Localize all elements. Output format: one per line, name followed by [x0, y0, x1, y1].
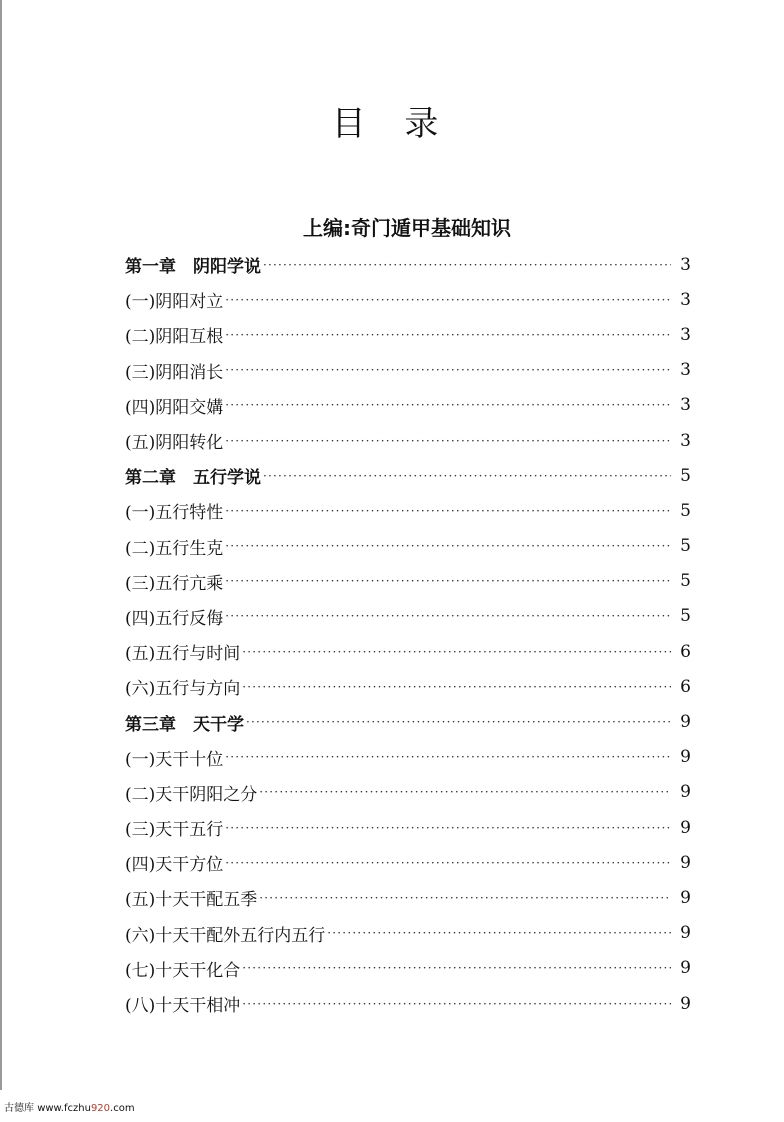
- toc-leader-dots: [259, 786, 671, 798]
- toc-entry-label: 第二章 五行学说: [125, 468, 261, 489]
- toc-section-entry[interactable]: [125, 880, 691, 915]
- toc-chapter-entry[interactable]: [125, 704, 691, 739]
- toc-section-entry[interactable]: [125, 423, 691, 458]
- toc-page-number: 9: [680, 782, 691, 803]
- toc-page-number: 3: [680, 430, 691, 451]
- toc-page-number: 3: [680, 324, 691, 345]
- toc-section-entry[interactable]: [125, 634, 691, 669]
- toc-chapter-entry[interactable]: [125, 247, 691, 282]
- toc-page-number: 5: [680, 536, 691, 557]
- toc-leader-dots: [327, 927, 671, 939]
- toc-section-entry[interactable]: [125, 282, 691, 317]
- toc-leader-dots: [225, 294, 671, 306]
- toc-section-entry[interactable]: [125, 951, 691, 986]
- toc-entry-label: (一)五行特性: [125, 503, 224, 524]
- toc-chapter-entry[interactable]: [125, 458, 691, 493]
- toc-section-entry[interactable]: [125, 529, 691, 564]
- toc-page-number: 5: [680, 571, 691, 592]
- toc-leader-dots: [263, 470, 671, 482]
- toc-entry-label: (六)五行与方向: [125, 679, 241, 700]
- toc-page-number: 9: [680, 923, 691, 944]
- toc-entry-label: (七)十天干化合: [125, 960, 241, 981]
- toc-section-entry[interactable]: [125, 740, 691, 775]
- toc-page-number: 3: [680, 360, 691, 381]
- toc-leader-dots: [225, 329, 671, 341]
- toc-entry-label: (四)阴阳交媾: [125, 397, 224, 418]
- toc-leader-dots: [225, 435, 671, 447]
- toc-entry-label: (一)阴阳对立: [125, 292, 224, 313]
- toc-entry-label: (三)阴阳消长: [125, 362, 224, 383]
- part-heading: 上编:奇门遁甲基础知识: [303, 216, 511, 240]
- toc-section-entry[interactable]: [125, 353, 691, 388]
- footer-watermark: [4, 1099, 135, 1114]
- toc-leader-dots: [242, 962, 671, 974]
- toc-leader-dots: [225, 505, 671, 517]
- toc-entry-label: (三)天干五行: [125, 820, 224, 841]
- toc-page-number: 6: [680, 641, 691, 662]
- toc-leader-dots: [225, 751, 671, 763]
- table-of-contents: [125, 247, 691, 1021]
- toc-section-entry[interactable]: [125, 986, 691, 1021]
- toc-page-number: 9: [680, 747, 691, 768]
- toc-leader-dots: [242, 646, 671, 658]
- toc-entry-label: (五)五行与时间: [125, 644, 241, 665]
- toc-entry-label: (四)天干方位: [125, 855, 224, 876]
- toc-leader-dots: [242, 998, 671, 1010]
- toc-entry-label: (二)阴阳互根: [125, 327, 224, 348]
- toc-section-entry[interactable]: [125, 388, 691, 423]
- toc-page-number: 9: [680, 712, 691, 733]
- toc-page-number: 3: [680, 254, 691, 275]
- toc-leader-dots: [242, 681, 671, 693]
- toc-section-entry[interactable]: [125, 493, 691, 528]
- toc-leader-dots: [225, 575, 671, 587]
- footer-url[interactable]: www.fczhu920.com: [37, 1103, 135, 1114]
- toc-entry-label: (四)五行反侮: [125, 608, 224, 629]
- toc-entry-label: (二)五行生克: [125, 538, 224, 559]
- toc-leader-dots: [225, 540, 671, 552]
- toc-page-number: 6: [680, 676, 691, 697]
- toc-entry-label: (五)阴阳转化: [125, 433, 224, 454]
- toc-leader-dots: [225, 399, 671, 411]
- toc-leader-dots: [259, 892, 671, 904]
- toc-leader-dots: [263, 259, 671, 271]
- toc-section-entry[interactable]: [125, 317, 691, 352]
- toc-entry-label: (八)十天干相冲: [125, 996, 241, 1017]
- toc-leader-dots: [225, 610, 671, 622]
- toc-section-entry[interactable]: [125, 810, 691, 845]
- toc-page-number: 9: [680, 887, 691, 908]
- toc-leader-dots: [225, 857, 671, 869]
- footer-site-name: 古德库: [4, 1103, 34, 1114]
- toc-page-number: 9: [680, 817, 691, 838]
- toc-section-entry[interactable]: [125, 775, 691, 810]
- toc-entry-label: (五)十天干配五季: [125, 890, 258, 911]
- toc-page-number: 5: [680, 465, 691, 486]
- toc-page-number: 9: [680, 852, 691, 873]
- toc-entry-label: (三)五行亢乘: [125, 573, 224, 594]
- toc-page-number: 5: [680, 606, 691, 627]
- toc-entry-label: (一)天干十位: [125, 749, 224, 770]
- toc-entry-label: (六)十天干配外五行内五行: [125, 925, 326, 946]
- toc-leader-dots: [246, 716, 671, 728]
- toc-section-entry[interactable]: [125, 845, 691, 880]
- toc-section-entry[interactable]: [125, 669, 691, 704]
- toc-section-entry[interactable]: [125, 564, 691, 599]
- toc-leader-dots: [225, 364, 671, 376]
- page-title: 目 录: [331, 104, 453, 144]
- toc-entry-label: 第三章 天干学: [125, 714, 244, 735]
- toc-section-entry[interactable]: [125, 916, 691, 951]
- toc-page-number: 9: [680, 958, 691, 979]
- page-border: [0, 0, 2, 1090]
- toc-page-number: 5: [680, 500, 691, 521]
- toc-entry-label: 第一章 阴阳学说: [125, 257, 261, 278]
- toc-section-entry[interactable]: [125, 599, 691, 634]
- toc-page-number: 9: [680, 993, 691, 1014]
- toc-leader-dots: [225, 822, 671, 834]
- toc-page-number: 3: [680, 395, 691, 416]
- toc-page-number: 3: [680, 289, 691, 310]
- toc-entry-label: (二)天干阴阳之分: [125, 784, 258, 805]
